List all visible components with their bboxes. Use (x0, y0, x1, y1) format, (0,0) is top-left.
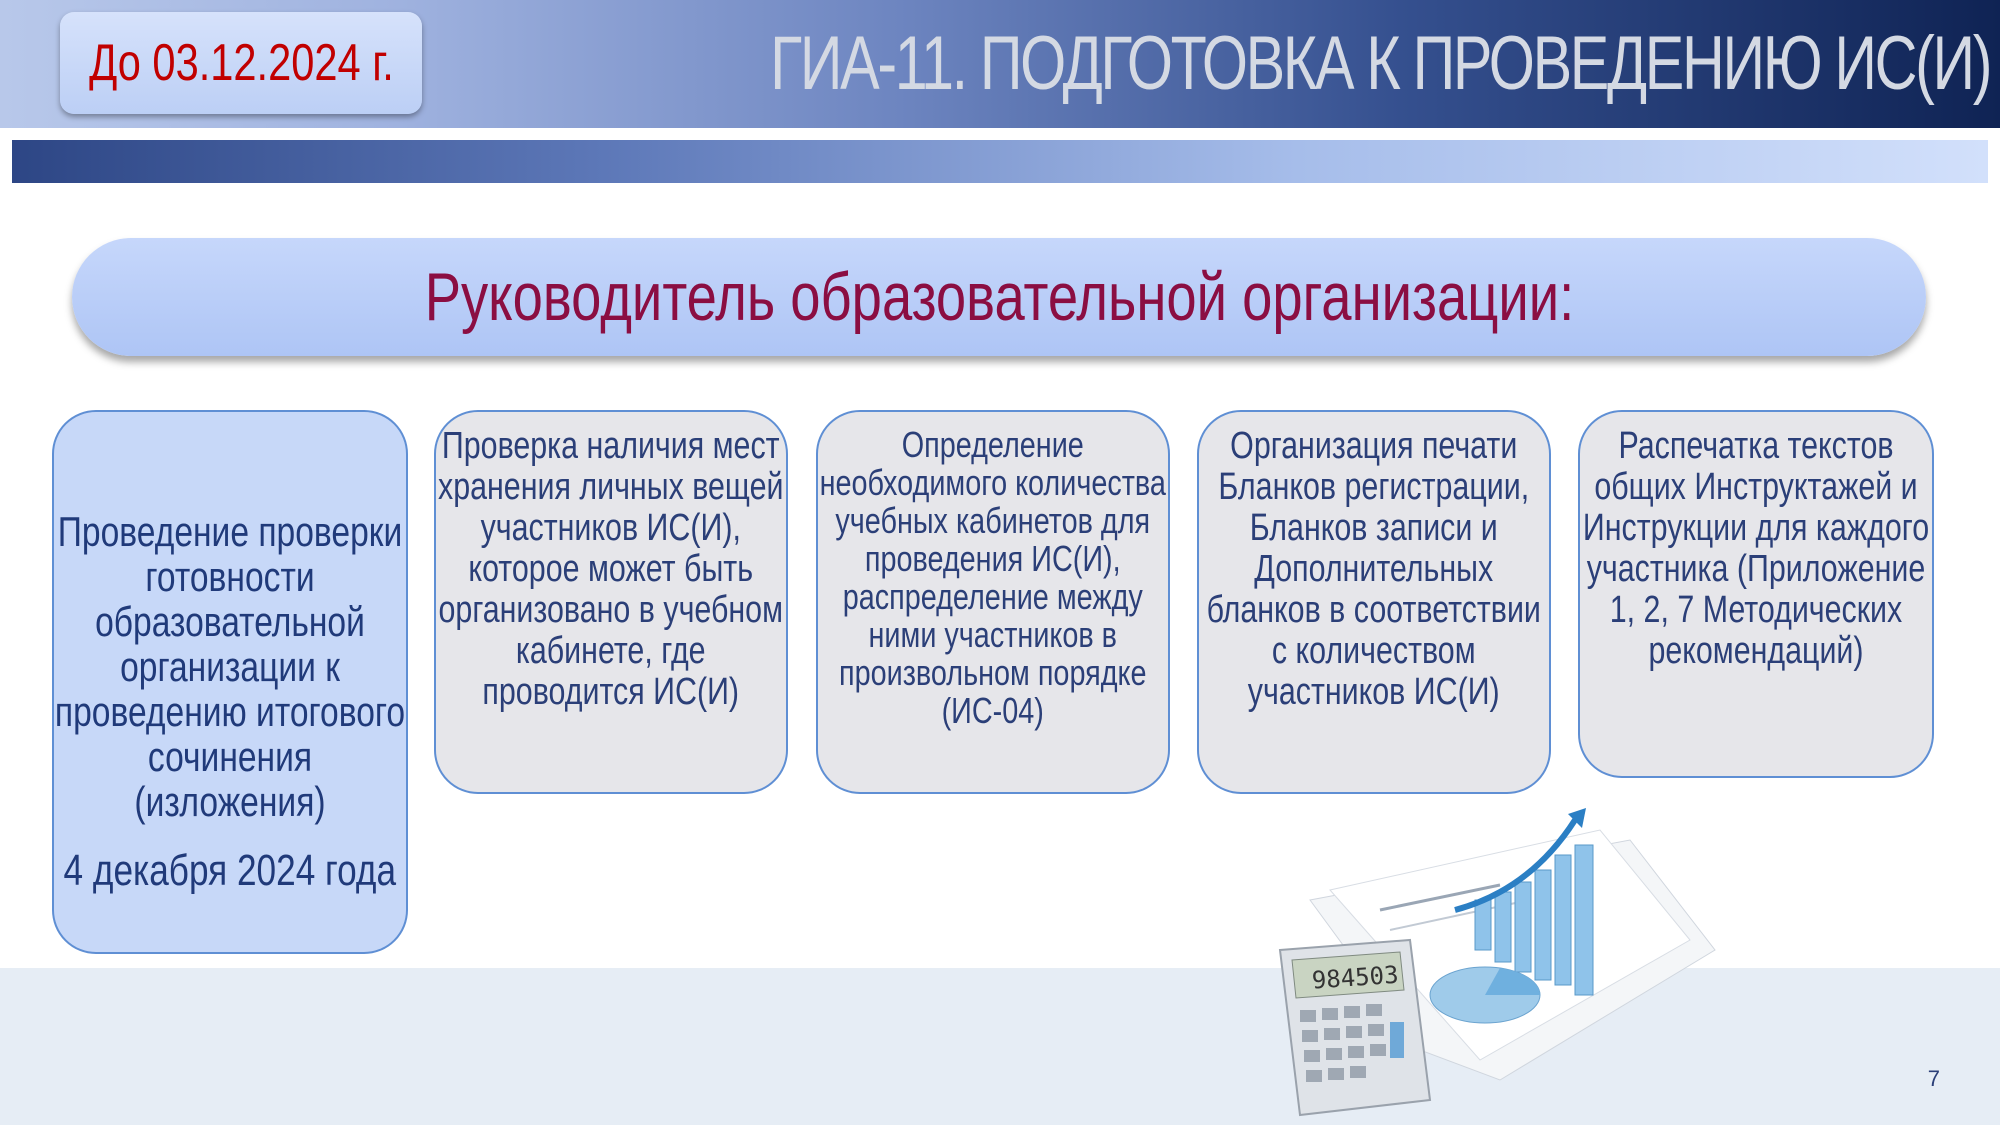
section-title: Руководитель образовательной организации: (424, 259, 1574, 335)
decorative-strip (12, 140, 1988, 183)
task-card-text: Проведение проверки готовности образовательной организации к проведению итогового сочинения (изложения) (54, 507, 406, 825)
deadline-badge (60, 12, 422, 114)
deadline-text: До 03.12.2024 г. (88, 34, 394, 92)
task-card-printing-forms (1197, 410, 1551, 794)
task-card-text: Проверка наличия мест хранения личных вещей участников ИС(И), которое может быть организовано в учебном кабинете, где проводится ИС(И) (438, 425, 784, 713)
task-card-printing-instructions (1578, 410, 1934, 778)
task-card-classrooms (816, 410, 1170, 794)
calculator-chart-illustration (1270, 800, 1730, 1120)
task-card-text: Распечатка текстов общих Инструктажей и Инструкции для каждого участника (Приложение 1, 2, 7 Методических рекомендаций) (1582, 425, 1930, 672)
task-card-storage-check (434, 410, 788, 794)
page-number: 7 (1927, 1066, 1940, 1091)
task-card-text: Определение необходимого количества учебных кабинетов для проведения ИС(И), распределение между ними участников в произвольном порядке (ИС-04) (819, 424, 1167, 731)
page-title: ГИА-11. ПОДГОТОВКА К ПРОВЕДЕНИЮ ИС(И) (769, 21, 1990, 106)
task-card-date: 4 декабря 2024 года (63, 845, 397, 895)
calculator-display-text: 984503 (1310, 960, 1400, 995)
section-banner (72, 238, 1926, 356)
task-card-text: Организация печати Бланков регистрации, Бланков записи и Дополнительных бланков в соответствии с количеством участников ИС(И) (1206, 425, 1542, 713)
task-card-readiness-check (52, 410, 408, 954)
